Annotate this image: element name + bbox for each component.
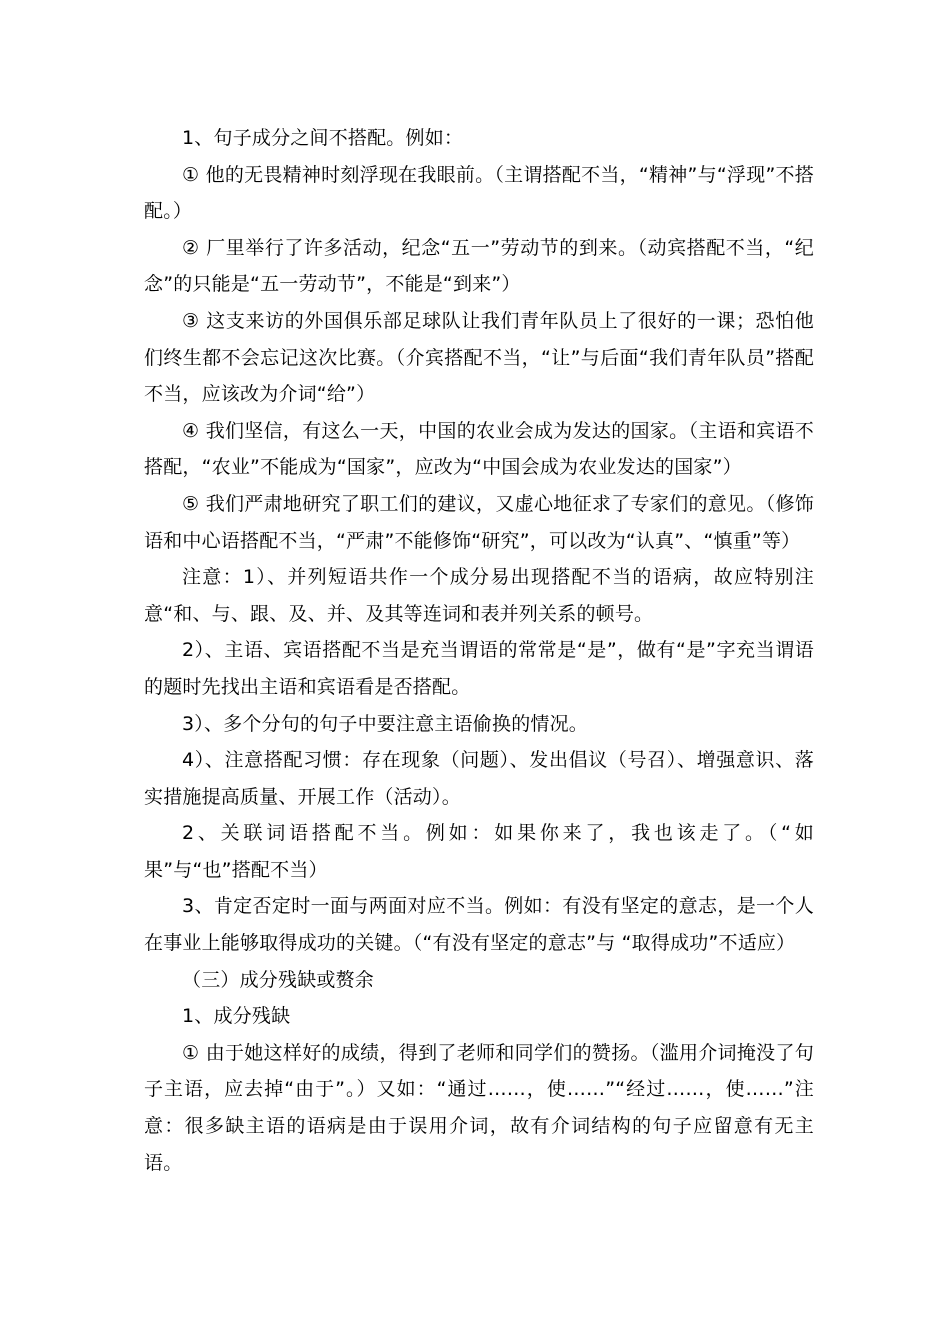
paragraph-6: ⑤ 我们严肃地研究了职工们的建议，又虚心地征求了专家们的意见。（修饰语和中心语搭配不当，“严肃”不能修饰“研究”，可以改为“认真”、“慎重”等）	[144, 492, 814, 552]
paragraph-10: 4）、注意搭配习惯：存在现象（问题）、发出倡议（号召）、增强意识、落实措施提高质量、开展工作（活动）。	[144, 749, 814, 808]
paragraph-7: 注意：1）、并列短语共作一个成分易出现搭配不当的语病，故应特别注意“和、与、跟、及、并、及其等连词和表并列关系的顿号。	[144, 566, 814, 625]
subsection-heading: 1、成分残缺	[182, 1005, 291, 1028]
paragraph-15: ① 由于她这样好的成绩，得到了老师和同学们的赞扬。（滥用介词掩没了句子主语，应去掉“由于”。）又如：“通过……，使……”“经过……，使……”注意：很多缺主语的语病是由于误用介词，故有介词结构的句子应留意有无主语。	[144, 1041, 814, 1174]
paragraph-12: 3、肯定否定时一面与两面对应不当。例如：有没有坚定的意志，是一个人在事业上能够取得成功的关键。（“有没有坚定的意志”与 “取得成功”不适应）	[144, 895, 814, 955]
paragraph-3: ② 厂里举行了许多活动，纪念“五一”劳动节的到来。（动宾搭配不当，“纪念”的只能是“五一劳动节”，不能是“到来”）	[144, 236, 814, 296]
paragraph-9: 3）、多个分句的句子中要注意主语偷换的情况。	[182, 712, 588, 735]
paragraph-1: 1、句子成分之间不搭配。例如：	[182, 127, 464, 149]
document-body	[144, 120, 814, 1181]
paragraph-11: 2、关联词语搭配不当。例如：如果你来了，我也该走了。（“如果”与“也”搭配不当）	[144, 822, 814, 881]
paragraph-2: ① 他的无畏精神时刻浮现在我眼前。（主谓搭配不当，“精神”与“浮现”不搭配。）	[144, 163, 814, 223]
paragraph-4: ③ 这支来访的外国俱乐部足球队让我们青年队员上了很好的一课；恐怕他们终生都不会忘记这次比赛。（介宾搭配不当，“让”与后面“我们青年队员”搭配不当，应该改为介词“给”）	[144, 309, 814, 406]
paragraph-5: ④ 我们坚信，有这么一天，中国的农业会成为发达的国家。（主语和宾语不搭配，“农业”不能成为“国家”，应改为“中国会成为农业发达的国家”）	[144, 419, 814, 479]
section-heading: （三）成分残缺或赘余	[182, 968, 375, 991]
paragraph-8: 2）、主语、宾语搭配不当是充当谓语的常常是“是”，做有“是”字充当谓语的题时先找出主语和宾语看是否搭配。	[144, 639, 814, 698]
